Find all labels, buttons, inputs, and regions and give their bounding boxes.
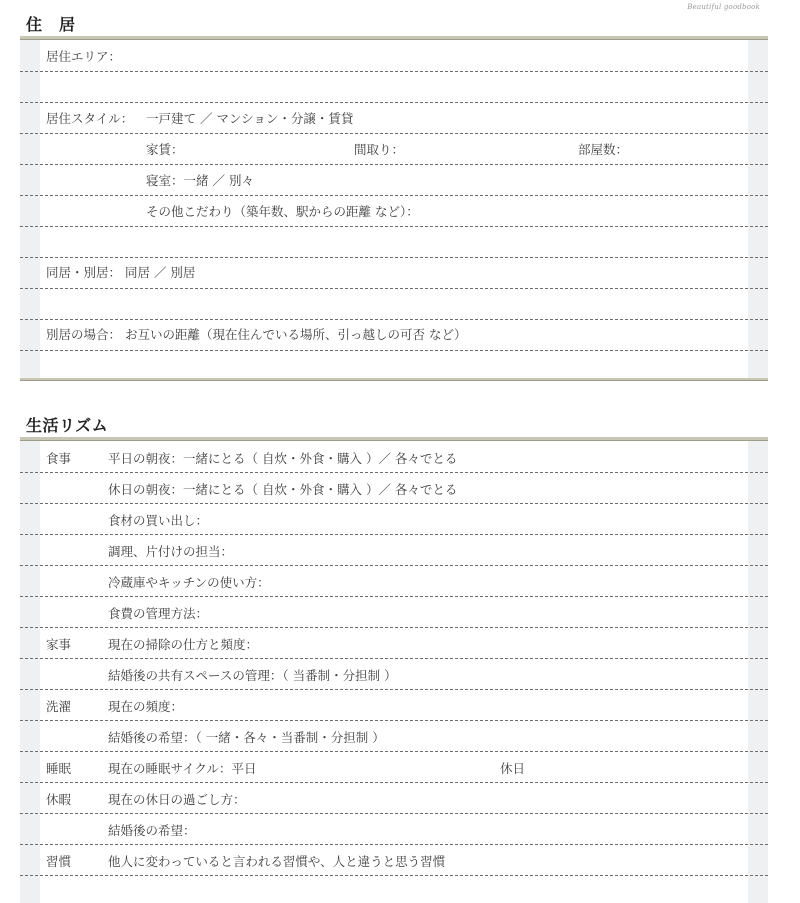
section-title-housing: 住 居 (26, 15, 76, 34)
dashed-line (20, 844, 768, 845)
field-floor-plan[interactable]: 間取り： (354, 142, 405, 157)
field-living-style-options[interactable]: 一戸建て ／ マンション・分譲・賃貸 (146, 111, 354, 126)
field-habits[interactable]: 他人に変わっていると言われる習慣や、人と違うと思う習慣 (108, 854, 446, 869)
field-separate-living[interactable]: 別居の場合： お互いの距離（現在住んでいる場所、引っ越しの可否 など） (46, 327, 467, 342)
dashed-line (20, 658, 768, 659)
field-rent[interactable]: 家賃： (146, 142, 184, 157)
category-meal: 食事 (46, 451, 72, 466)
dashed-line (20, 782, 768, 783)
field-living-style-label: 居住スタイル： (46, 111, 134, 126)
dashed-line (20, 164, 768, 165)
dashed-line (20, 472, 768, 473)
field-weekday-meals[interactable]: 平日の朝夜：一緒にとる（ 自炊・外食・購入 ）／ 各々でとる (108, 451, 458, 466)
category-rest: 休暇 (46, 792, 72, 807)
field-shared-space[interactable]: 結婚後の共有スペースの管理：（ 当番制・分担制 ） (108, 668, 397, 683)
category-sleep: 睡眠 (46, 761, 72, 776)
dashed-line (20, 534, 768, 535)
dashed-line (20, 689, 768, 690)
dashed-line (20, 133, 768, 134)
field-cooking-cleanup[interactable]: 調理、片付けの担当： (108, 544, 234, 559)
category-habits: 習慣 (46, 854, 72, 869)
dashed-line (20, 503, 768, 504)
dashed-line (20, 195, 768, 196)
dashed-line (20, 350, 768, 351)
dashed-line (20, 102, 768, 103)
dashed-line (20, 813, 768, 814)
dashed-line (20, 565, 768, 566)
dashed-line (20, 288, 768, 289)
field-room-count[interactable]: 部屋数： (578, 142, 629, 157)
field-bedroom[interactable]: 寝室：一緒 ／ 別々 (146, 173, 254, 188)
field-laundry-frequency[interactable]: 現在の頻度： (108, 699, 184, 714)
dashed-line (20, 257, 768, 258)
field-holiday-meals[interactable]: 休日の朝夜：一緒にとる（ 自炊・外食・購入 ）／ 各々でとる (108, 482, 458, 497)
section-title-life-rhythm: 生活リズム (26, 416, 109, 435)
category-housework: 家事 (46, 637, 72, 652)
field-laundry-wish[interactable]: 結婚後の希望：（ 一緒・各々・当番制・分担制 ） (108, 730, 385, 745)
field-holiday-wish[interactable]: 結婚後の希望： (108, 823, 196, 838)
dashed-line (20, 319, 768, 320)
field-food-budget[interactable]: 食費の管理方法： (108, 606, 209, 621)
category-laundry: 洗濯 (46, 699, 72, 714)
dashed-line (20, 627, 768, 628)
dashed-line (20, 71, 768, 72)
field-holiday-activities[interactable]: 現在の休日の過ごし方： (108, 792, 246, 807)
field-kitchen-usage[interactable]: 冷蔵庫やキッチンの使い方： (108, 575, 270, 590)
field-cleaning[interactable]: 現在の掃除の仕方と頻度： (108, 637, 259, 652)
dashed-line (20, 596, 768, 597)
field-sleep-holiday[interactable]: 休日 (500, 761, 526, 776)
section-bottom-rule (20, 378, 768, 381)
field-grocery-shopping[interactable]: 食材の買い出し： (108, 513, 209, 528)
field-other-preferences[interactable]: その他こだわり（築年数、駅からの距離 など）： (146, 204, 419, 219)
field-living-area[interactable]: 居住エリア： (46, 49, 122, 64)
dashed-line (20, 875, 768, 876)
dashed-line (20, 720, 768, 721)
field-sleep-weekday[interactable]: 現在の睡眠サイクル：平日 (108, 761, 257, 776)
brand-logo: Beautiful goodbook (687, 3, 760, 11)
dashed-line (20, 226, 768, 227)
dashed-line (20, 751, 768, 752)
field-cohabitation[interactable]: 同居・別居： 同居 ／ 別居 (46, 265, 196, 280)
